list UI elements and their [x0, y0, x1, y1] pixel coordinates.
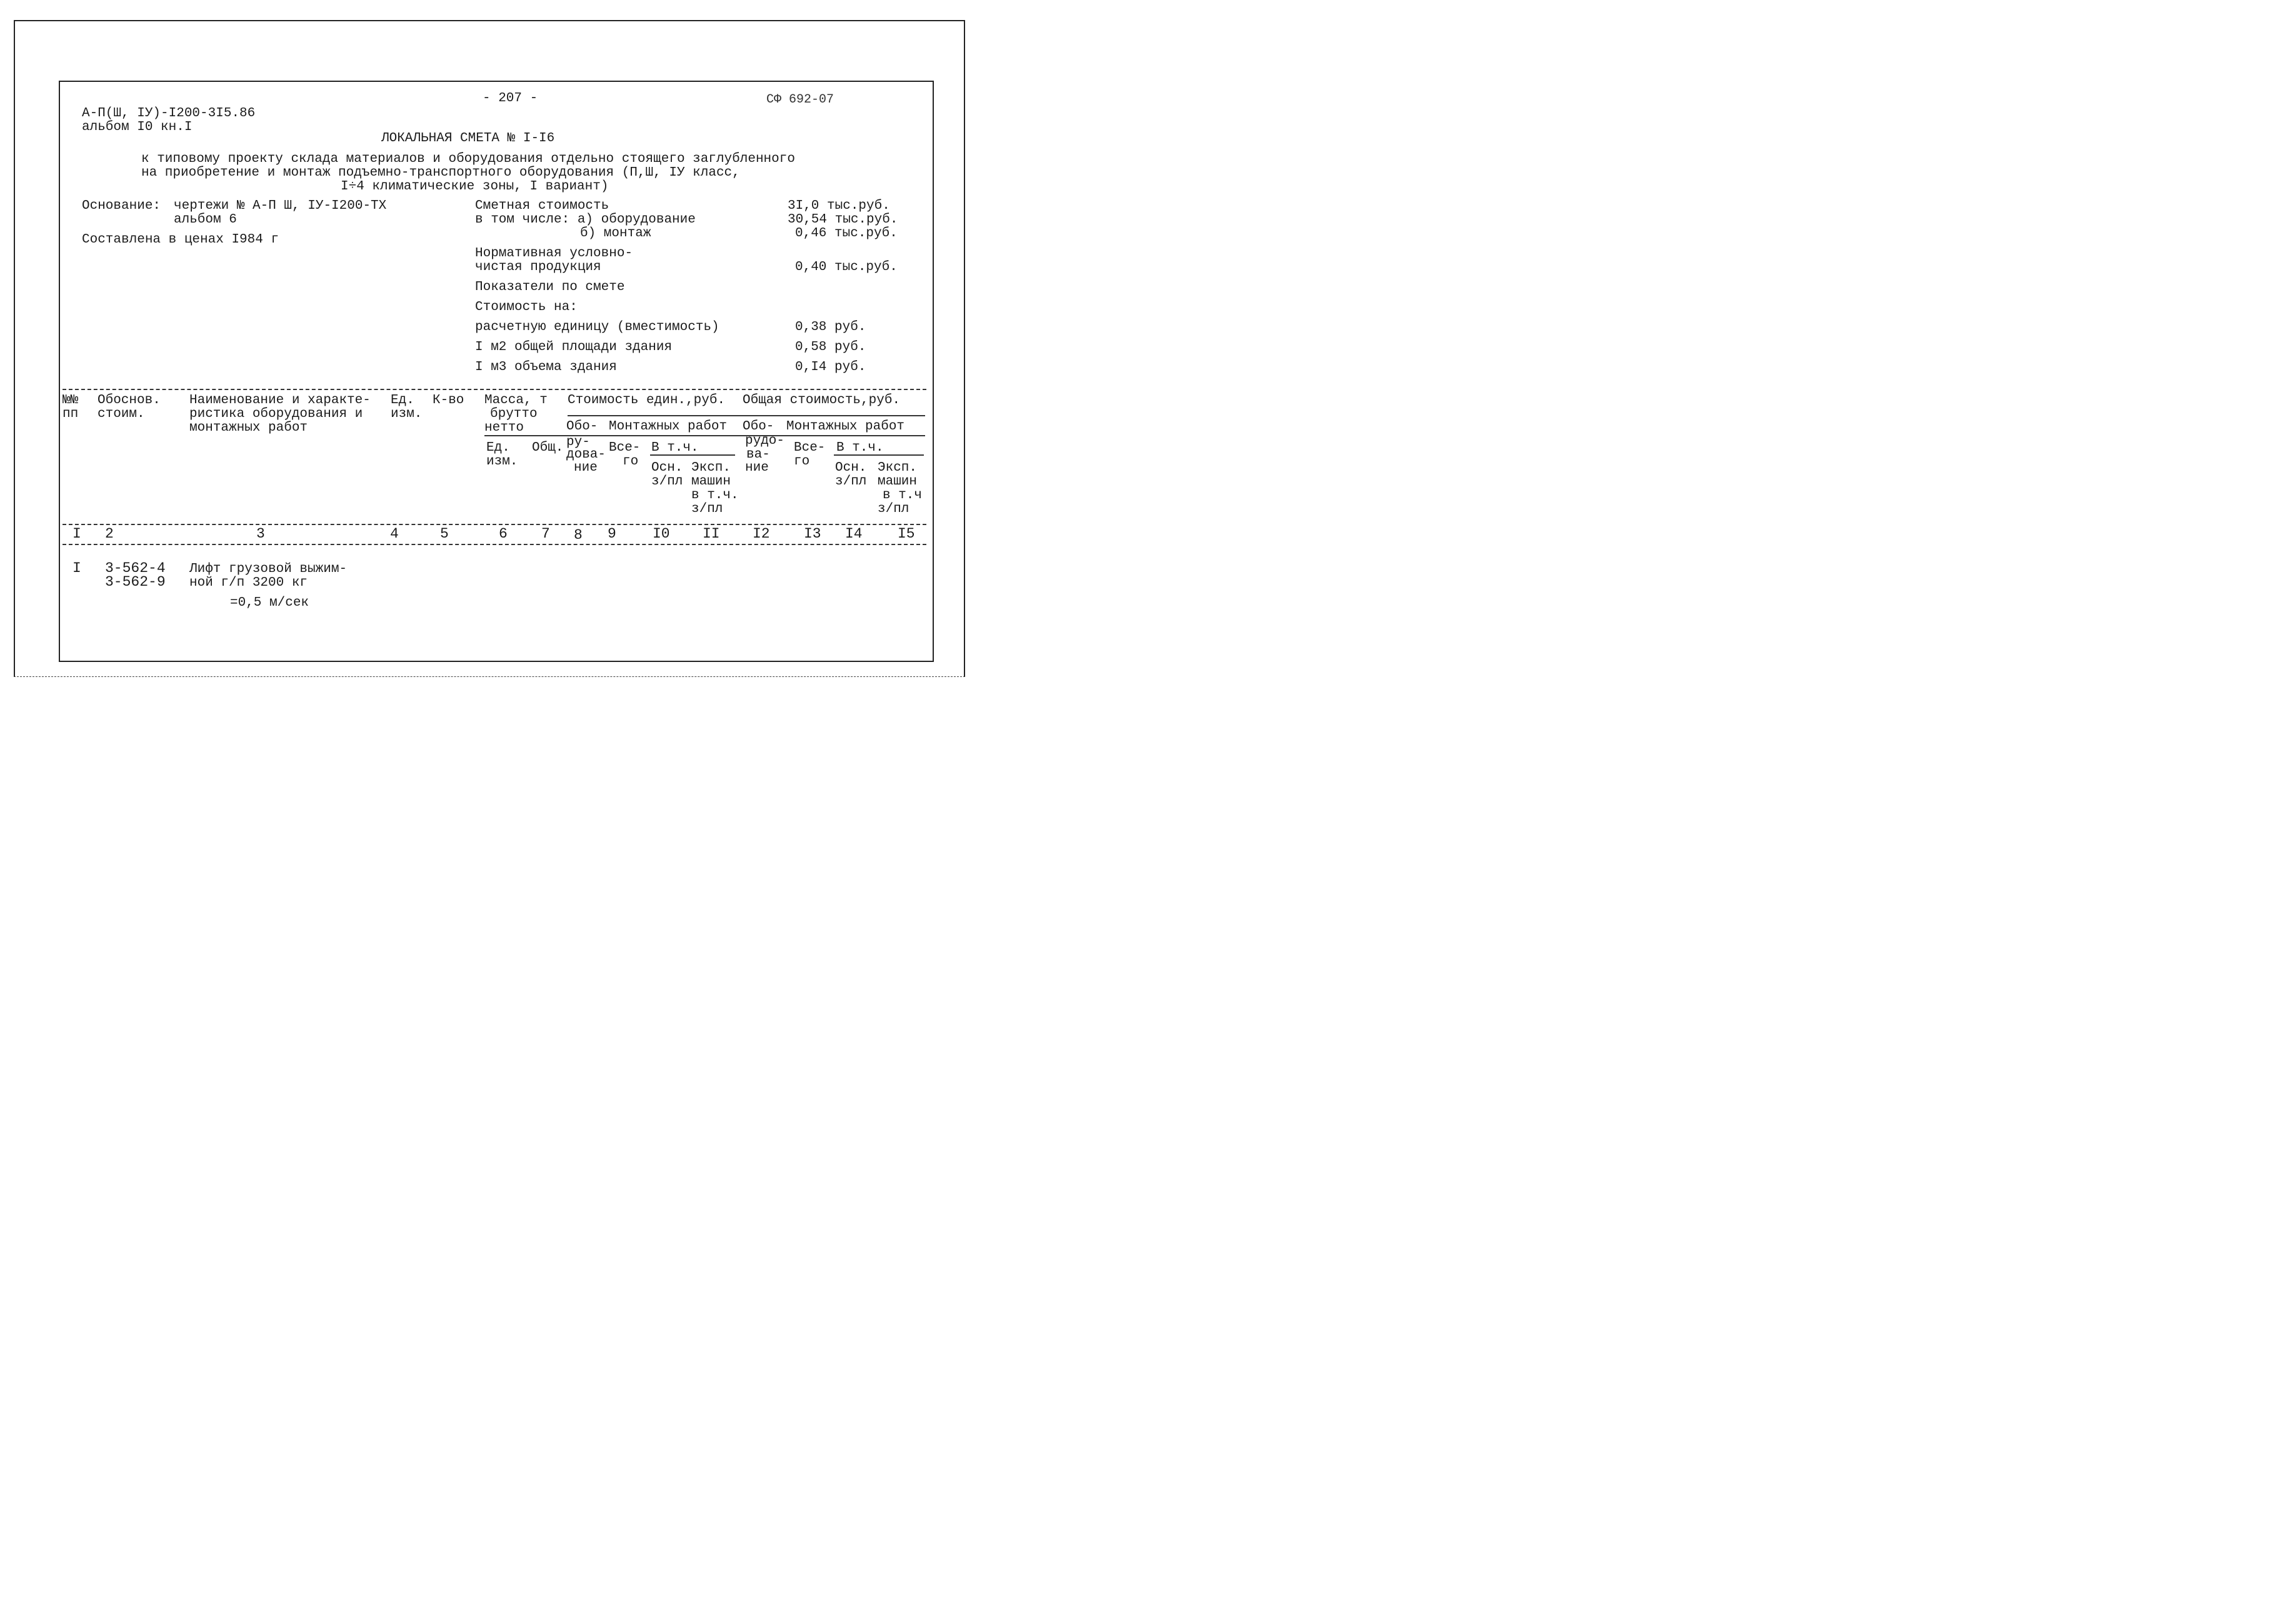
- estimate-sheet: [0, 0, 980, 694]
- col-number-4: 4: [390, 526, 399, 542]
- mass-total-header: Общ.: [532, 441, 564, 455]
- per-m3-value: 0,I4 руб.: [795, 360, 866, 374]
- indicators-label: Показатели по смете: [475, 280, 625, 294]
- total-all-header: Все-: [794, 441, 826, 455]
- row-1-basis-2: 3-562-9: [105, 574, 166, 590]
- title-line-1: к типовому проекту склада материалов и оборудования отдельно стоящего заглубленного: [141, 152, 795, 166]
- unit-cost-header: Стоимость един.,руб.: [568, 393, 726, 408]
- per-m2-value: 0,58 руб.: [795, 340, 866, 354]
- col-name-header-2: ристика оборудования и: [189, 407, 363, 421]
- col-num-header-2: пп: [63, 407, 79, 421]
- col-name-header-3: монтажных работ: [189, 421, 308, 435]
- sheet-code: СФ 692-07: [766, 93, 834, 107]
- mass-header-rule: [484, 435, 925, 436]
- col-number-13: I3: [804, 526, 821, 542]
- album-label: альбом I0 кн.I: [82, 120, 193, 134]
- total-exp-header-2: машин: [878, 474, 918, 489]
- unit-exp-header: Эксп.: [691, 461, 731, 475]
- estimated-cost-value: 3I,0 тыс.руб.: [788, 199, 890, 213]
- col-num-header: №№: [63, 393, 79, 408]
- table-top-rule: [63, 389, 926, 390]
- total-equip-header: Обо-: [743, 419, 774, 434]
- unit-equip-header-4: ние: [574, 461, 598, 475]
- unit-incl-header: В т.ч.: [651, 441, 699, 455]
- col-number-10: I0: [653, 526, 670, 542]
- per-m2-label: I м2 общей площади здания: [475, 340, 673, 354]
- unit-all-header: Все-: [609, 441, 641, 455]
- unit-equip-header-2: ру-: [566, 435, 590, 449]
- estimated-cost-label: Сметная стоимость: [475, 199, 609, 213]
- unit-equip-header: Обо-: [566, 419, 598, 434]
- total-exp-header-4: з/пл: [878, 502, 909, 516]
- total-exp-header: Эксп.: [878, 461, 918, 475]
- col-number-11: II: [703, 526, 720, 542]
- col-number-8: 8: [574, 527, 583, 543]
- unit-mount-header: Монтажных работ: [609, 419, 728, 434]
- normative-value: 0,40 тыс.руб.: [795, 260, 898, 274]
- including-equipment-value: 30,54 тыс.руб.: [788, 213, 898, 227]
- row-1-name-3: =0,5 м/сек: [230, 596, 309, 610]
- col-unit-header-2: изм.: [391, 407, 423, 421]
- basis-album: альбом 6: [174, 213, 237, 227]
- col-number-9: 9: [608, 526, 616, 542]
- col-basis-header-2: стоим.: [98, 407, 145, 421]
- total-equip-header-2: рудо-: [745, 434, 785, 448]
- page-number: - 207 -: [483, 91, 538, 106]
- normative-label-2: чистая продукция: [475, 260, 601, 274]
- col-number-2: 2: [105, 526, 114, 542]
- unit-equip-header-3: дова-: [566, 448, 606, 462]
- basis-label: Основание:: [82, 199, 161, 213]
- row-1-number: I: [73, 560, 81, 576]
- unit-base-header: Осн.: [651, 461, 683, 475]
- total-equip-header-3: ва-: [746, 448, 770, 462]
- total-base-header-2: з/пл: [835, 474, 867, 489]
- title-line-2: на приобретение и монтаж подъемно-транспортного оборудования (П,Ш, IУ класс,: [141, 166, 740, 180]
- mass-unit-header-2: изм.: [486, 454, 518, 469]
- col-number-3: 3: [256, 526, 265, 542]
- col-number-15: I5: [898, 526, 915, 542]
- col-number-5: 5: [440, 526, 449, 542]
- including-equipment-label: в том числе: а) оборудование: [475, 213, 696, 227]
- col-basis-header: Обоснов.: [98, 393, 161, 408]
- mass-header-3: нетто: [484, 421, 524, 435]
- row-1-name: Лифт грузовой выжим-: [189, 562, 348, 576]
- col-number-14: I4: [845, 526, 863, 542]
- title-line-3: I÷4 климатические зоны, I вариант): [341, 179, 609, 194]
- total-incl-header: В т.ч.: [836, 441, 884, 455]
- estimate-title: ЛОКАЛЬНАЯ СМЕТА № I-I6: [381, 131, 555, 146]
- unit-all-header-2: го: [623, 454, 639, 469]
- including-mounting-value: 0,46 тыс.руб.: [795, 226, 898, 241]
- col-number-6: 6: [499, 526, 508, 542]
- column-numbers-rule: [63, 544, 926, 545]
- total-base-header: Осн.: [835, 461, 867, 475]
- col-qty-header: К-во: [433, 393, 464, 408]
- col-number-7: 7: [541, 526, 550, 542]
- header-bottom-rule: [63, 524, 926, 525]
- including-mounting-label: б) монтаж: [580, 226, 651, 241]
- col-name-header: Наименование и характе-: [189, 393, 371, 408]
- total-all-header-2: го: [794, 454, 810, 469]
- total-cost-header: Общая стоимость,руб.: [743, 393, 901, 408]
- cost-on-label: Стоимость на:: [475, 300, 578, 314]
- basis-value: чертежи № А-П Ш, IУ-I200-ТХ: [174, 199, 387, 213]
- unit-exp-header-3: в т.ч.: [691, 488, 739, 503]
- project-code: А-П(Ш, IУ)-I200-3I5.86: [82, 106, 256, 121]
- col-unit-header: Ед.: [391, 393, 414, 408]
- mass-header: Масса, т: [484, 393, 548, 408]
- unit-exp-header-2: машин: [691, 474, 731, 489]
- normative-label-1: Нормативная условно-: [475, 246, 633, 261]
- cost-header-rule: [568, 415, 925, 416]
- total-exp-header-3: в т.ч: [883, 488, 923, 503]
- row-1-name-2: ной г/п 3200 кг: [189, 576, 308, 590]
- mass-unit-header: Ед.: [486, 441, 510, 455]
- col-number-1: I: [73, 526, 81, 542]
- total-equip-header-4: ние: [745, 461, 769, 475]
- unit-base-header-2: з/пл: [651, 474, 683, 489]
- per-unit-label: расчетную единицу (вместимость): [475, 320, 719, 334]
- row-1-basis: 3-562-4: [105, 560, 166, 576]
- per-unit-value: 0,38 руб.: [795, 320, 866, 334]
- unit-exp-header-4: з/пл: [691, 502, 723, 516]
- prices-label: Составлена в ценах I984 г: [82, 233, 279, 247]
- per-m3-label: I м3 объема здания: [475, 360, 617, 374]
- total-mount-header: Монтажных работ: [786, 419, 905, 434]
- col-number-12: I2: [753, 526, 770, 542]
- mass-header-2: брутто: [490, 407, 538, 421]
